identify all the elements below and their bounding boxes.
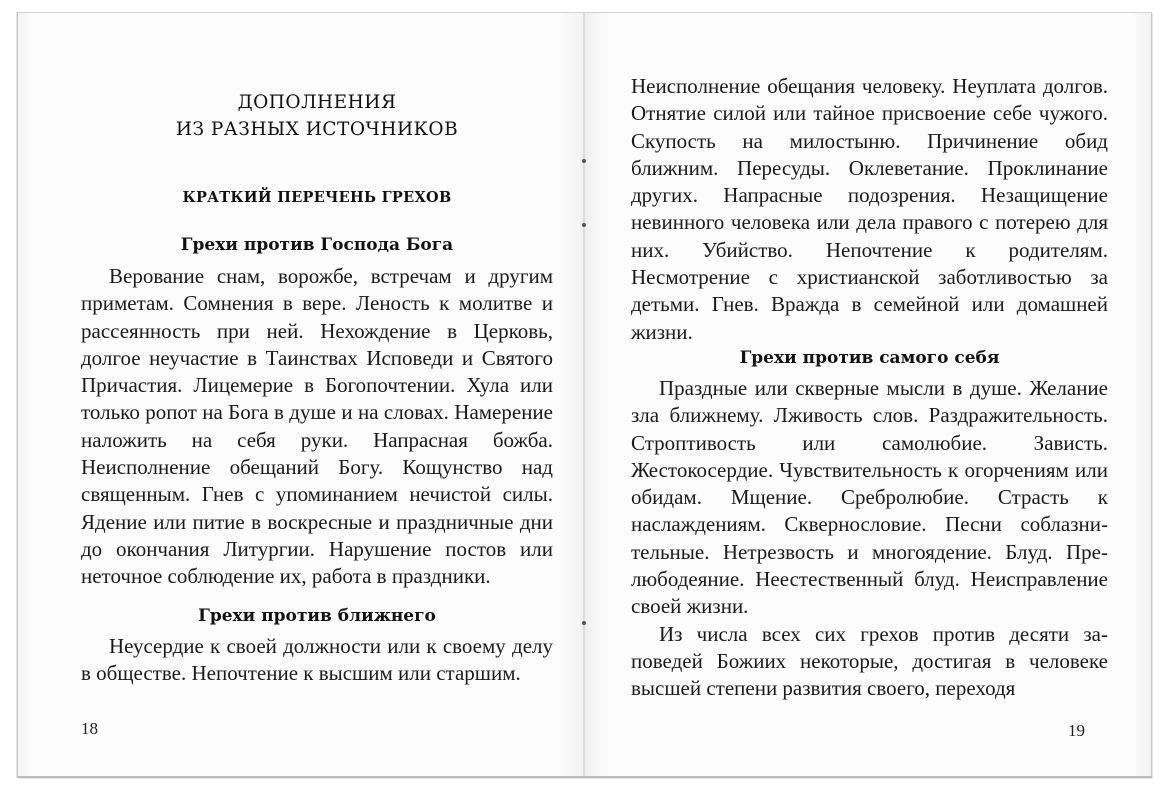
paragraph: Верование снам, ворожбе, встречам и другим приметам. Сомнения в вере. Леность к молитве и рассеянность при ней. Нехождение в Церковь, долгое неучастие в Таинствах Исповеди и Святого Причастия. Лицемерие в Богопочтении. Хула или только ропот на Бога в душе и на словах. Намерение наложить на себя руки. Напрасная божба. Неисполнение обещаний Богу. Кощунство над священным. Гнев с упоминанием нечистой силы. Ядение или питие в воскресные и праздничные дни до окончания Литургии. Нарушение постов или неточное соблюдение их, работа в праздники. bbox=[81, 264, 553, 589]
section-text-self bbox=[631, 375, 1108, 703]
book-spine bbox=[583, 13, 585, 776]
chapter-title bbox=[81, 89, 553, 143]
open-book-spread bbox=[17, 12, 1152, 778]
section-heading-god: Грехи против Господа Бога bbox=[180, 235, 454, 255]
section-text-neighbor bbox=[81, 633, 553, 688]
staple-icon bbox=[582, 621, 586, 625]
paragraph: Праздные или скверные мысли в душе. Желание зла ближнему. Лживость слов. Раздражительность. Строптивость или самолюбие. Зависть. Жестокосердие. Чувствительность к огорчениям или обидам. Мщение. Сребролюбие. Страсть к наслаждениям. Сквернословие. Песни соблазнительные. Нетрезвость и многоядение. Блуд. Прелюбодеяние. Неестественный блуд. Неисправление своей жизни. bbox=[631, 376, 1108, 619]
paragraph: Из числа всех сих грехов против десяти заповедей Божиих некоторые, достигая в человеке высшей степени развития своего, переходя bbox=[631, 621, 1108, 701]
paragraph: Неисполнение обещания человеку. Неуплата долгов. Отнятие силой или тайное присвоение себе чужого. Скупость на милостыню. Причинение обид ближним. Пересуды. Оклеветание. Проклинание других. Напрасные подозрения. Незащищение невинного человека или дела правого с потерею для них. Убийство. Непочтение к родителям. Несмотрение с христианской заботливостью за детьми. Гнев. Вражда в семейной или домашней жизни. bbox=[631, 74, 1108, 344]
staple-icon bbox=[582, 223, 586, 227]
chapter-title-line-2: ИЗ РАЗНЫХ ИСТОЧНИКОВ bbox=[175, 119, 459, 140]
chapter-subtitle: КРАТКИЙ ПЕРЕЧЕНЬ ГРЕХОВ bbox=[182, 189, 452, 206]
section-heading-self: Грехи против самого себя bbox=[739, 348, 1000, 368]
section-text-god bbox=[81, 263, 553, 591]
chapter-title-line-1: ДОПОЛНЕНИЯ bbox=[237, 92, 397, 113]
page-number-left: 18 bbox=[81, 719, 98, 738]
section-heading-neighbor: Грехи против ближнего bbox=[198, 606, 436, 626]
paragraph: Неусердие к своей должности или к своему делу в обществе. Непочтение к высшим или старшим. bbox=[81, 634, 553, 686]
staple-icon bbox=[582, 159, 586, 163]
continued-text bbox=[631, 73, 1108, 346]
page-number-right: 19 bbox=[1068, 721, 1085, 740]
